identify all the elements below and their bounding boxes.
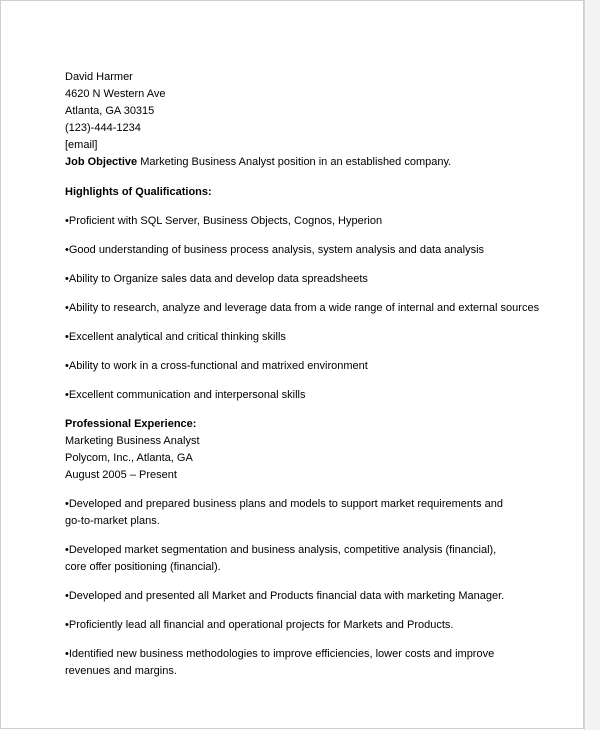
experience-item: •Developed and prepared business plans and models to support market requirements and go-to-market plans. (65, 498, 504, 527)
contact-street: 4620 N Western Ave (65, 88, 166, 100)
highlight-item: •Excellent analytical and critical thinking skills (65, 331, 286, 343)
contact-email: [email] (65, 139, 98, 151)
highlight-item: •Ability to Organize sales data and develop data spreadsheets (65, 273, 368, 285)
job-objective-text: Marketing Business Analyst position in an established company. (137, 156, 452, 168)
page-edge (584, 0, 600, 730)
experience-dates: August 2005 – Present (65, 469, 177, 481)
highlight-item: •Excellent communication and interpersonal skills (65, 389, 306, 401)
highlight-item: •Proficient with SQL Server, Business Objects, Cognos, Hyperion (65, 215, 383, 227)
experience-item: •Identified new business methodologies to improve efficiencies, lower costs and improve revenues and margins. (65, 648, 495, 677)
experience-item: •Developed market segmentation and business analysis, competitive analysis (financial), core offer positioning (financial). (65, 544, 497, 573)
experience-heading: Professional Experience: (65, 418, 197, 430)
highlight-item: •Ability to work in a cross-functional and matrixed environment (65, 360, 368, 372)
job-objective (65, 154, 525, 171)
contact-name: David Harmer (65, 71, 133, 83)
experience-title: Marketing Business Analyst (65, 435, 200, 447)
highlight-item: •Ability to research, analyze and leverage data from a wide range of internal and external sources (65, 302, 540, 314)
contact-phone: (123)-444-1234 (65, 122, 141, 134)
experience-item: •Proficiently lead all financial and operational projects for Markets and Products. (65, 619, 454, 631)
experience-item: •Developed and presented all Market and Products financial data with marketing Manager. (65, 590, 505, 602)
highlights-heading: Highlights of Qualifications: (65, 186, 212, 198)
highlight-item: •Good understanding of business process analysis, system analysis and data analysis (65, 244, 485, 256)
contact-city: Atlanta, GA 30315 (65, 105, 155, 117)
experience-company: Polycom, Inc., Atlanta, GA (65, 452, 193, 464)
resume-content (65, 69, 540, 680)
job-objective-label: Job Objective (65, 156, 138, 168)
